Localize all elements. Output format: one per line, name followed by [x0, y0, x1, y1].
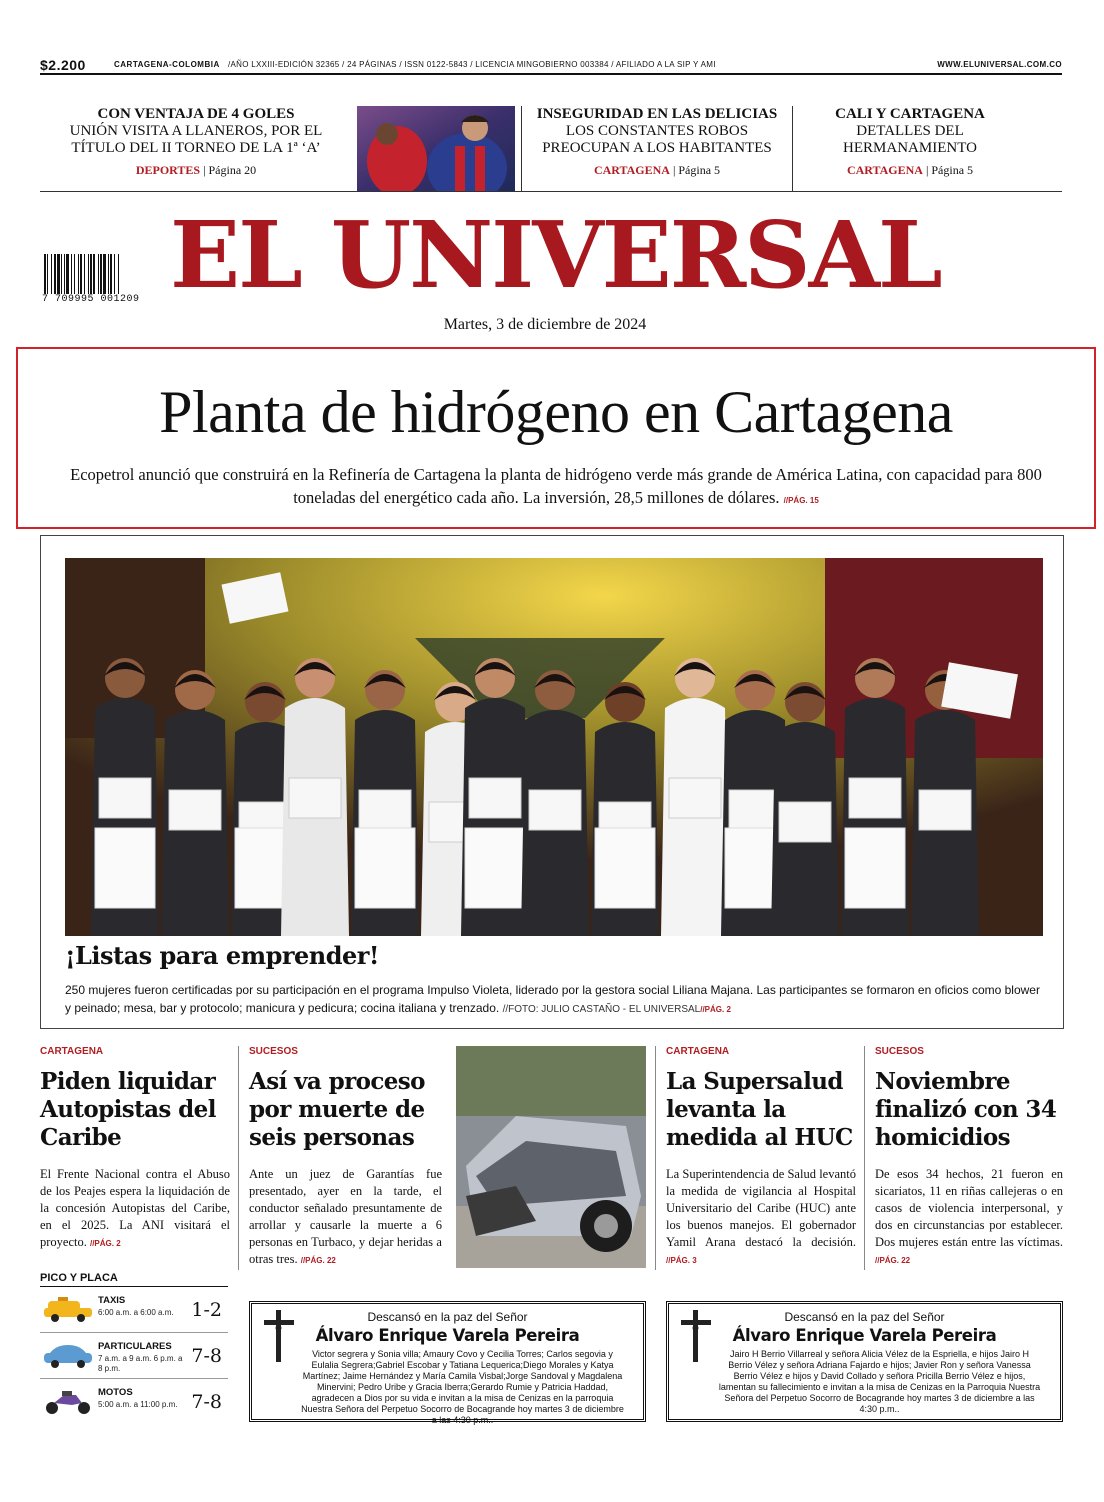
story-headline: Piden liquidar Autopistas del Caribe — [40, 1068, 216, 1151]
lead-story[interactable] — [16, 347, 1096, 529]
masthead-logo[interactable]: EL UNIVERSAL — [170, 201, 941, 309]
barcode-icon — [42, 254, 154, 294]
teaser-divider — [521, 106, 522, 191]
website-link[interactable]: WWW.ELUNIVERSAL.COM.CO — [937, 60, 1062, 69]
page-ref: //PÁG. 22 — [875, 1256, 911, 1265]
teaser-sports-photo — [357, 106, 515, 191]
lead-headline: Planta de hidrógeno en Cartagena — [159, 379, 953, 445]
story-text: Ante un juez de Garantías fue presentado, ayer en la tarde, el conductor señalado presuntamente de arrollar y causarle la muerte a 6 personas en Turbaco, y dejar heridas a otras tres. — [249, 1167, 442, 1266]
page-ref: //PÁG. 15 — [783, 496, 819, 505]
pyp-hours: 6:00 a.m. a 6:00 a.m. — [98, 1308, 174, 1317]
teaser-cali[interactable]: CALI Y CARTAGENA DETALLES DEL HERMANAMIENTO CARTAGENA | Página 5 — [798, 106, 1022, 178]
teaser-page: Página 20 — [208, 163, 257, 177]
story-headline: Noviembre finalizó con 34 homicidios — [875, 1068, 1057, 1151]
page-ref: //PÁG. 3 — [666, 1256, 697, 1265]
pyp-digits: 1-2 — [191, 1299, 222, 1321]
teaser-line: HERMANAMIENTO — [843, 140, 977, 156]
teaser-line: PREOCUPAN A LOS HABITANTES — [542, 140, 772, 156]
teaser-section: DEPORTES — [135, 163, 201, 177]
story-body — [666, 1166, 856, 1269]
lead-summary — [38, 463, 1074, 512]
obituary-heading: Descansó en la paz del Señor — [784, 1310, 945, 1324]
pico-y-placa-title: PICO Y PLACA — [40, 1272, 228, 1287]
teaser-line: UNIÓN VISITA A LLANEROS, POR EL — [69, 123, 323, 139]
page-ref: //PÁG. 2 — [89, 1239, 121, 1248]
crucifix-icon — [264, 1310, 294, 1362]
story-text: La Superintendencia de Salud levantó la medida de vigilancia al Hospital Universitario del Caribe (HUC) ante los buenos manejos. El gobernador Yamil Arana destacó la decisión. — [666, 1167, 856, 1249]
edition-info: /AÑO LXXIII-EDICIÓN 32365 / 24 PÁGINAS / ISSN 0122-5843 / LICENCIA MINGOBIERNO 003384 / AFILIADO A LA SIP Y AMI — [228, 60, 716, 69]
obituary-2 — [666, 1301, 1063, 1422]
teaser-line: LOS CONSTANTES ROBOS — [565, 123, 749, 139]
obituary-name: Álvaro Enrique Varela Pereira — [732, 1326, 997, 1345]
story-headline: La Supersalud levanta la medida al HUC — [666, 1068, 853, 1151]
story-body — [875, 1166, 1063, 1269]
teaser-inseguridad[interactable]: INSEGURIDAD EN LAS DELICIAS LOS CONSTANTES ROBOS PREOCUPAN A LOS HABITANTES CARTAGENA | Página 5 — [527, 106, 787, 178]
pyp-hours: 5:00 a.m. a 11:00 p.m. — [98, 1400, 178, 1409]
teaser-rule — [40, 191, 1062, 192]
teaser-page: Página 5 — [678, 163, 721, 177]
top-info-bar — [40, 57, 1062, 75]
story-proceso[interactable] — [249, 1046, 442, 1269]
story-kicker: SUCESOS — [875, 1046, 924, 1057]
story-body — [249, 1166, 442, 1269]
photo-story[interactable] — [40, 535, 1064, 1029]
main-photo — [65, 558, 1043, 936]
teaser-headline: CALI Y CARTAGENA — [835, 106, 985, 122]
story-kicker: CARTAGENA — [666, 1046, 730, 1057]
teaser-section: CARTAGENA — [593, 163, 670, 177]
obituary-1 — [249, 1301, 646, 1425]
story-headline: Así va proceso por muerte de seis personas — [249, 1068, 425, 1151]
city-label: CARTAGENA-COLOMBIA — [114, 60, 220, 69]
teaser-headline: INSEGURIDAD EN LAS DELICIAS — [536, 106, 778, 122]
page-ref: //PÁG. 2 — [700, 1005, 731, 1014]
story-text: El Frente Nacional contra el Abuso de los Peajes espera la liquidación de la concesión Autopistas del Caribe, en el 2025. La ANI visitará el proyecto. — [40, 1167, 230, 1249]
obituary-text: Jairo H Berrio Villarreal y señora Alicia Vélez de la Espriella, e hijos Jairo H Berrio Vélez y señora Adriana Fajardo e hijos; Javier Ron y señora Vanessa Berrio Vélez e hijos y David Collado y señora Pricilla Berrio Vélez e hijos, lamentan su fallecimiento e invitan a la misa de Cenizas en la Parroquia Nuestra Señora del Perpetuo Socorro de Bocagrande hoy martes 3 de diciembre a las 4:30 p.m.. — [718, 1349, 1041, 1414]
pyp-digits: 7-8 — [191, 1345, 222, 1367]
issue-date: Martes, 3 de diciembre de 2024 — [443, 316, 647, 333]
page-ref: //PÁG. 22 — [300, 1256, 336, 1265]
teaser-page: Página 5 — [931, 163, 974, 177]
teaser-headline: CON VENTAJA DE 4 GOLES — [97, 106, 295, 122]
obituary-text: Victor segrera y Sonia villa; Amaury Covo y Cecilia Torres; Carlos segovia y Eulalia Segrera;Gabriel Escobar y Tatiana Lequerica;Diego Morales y Katya Martínez; Jaime Hernández y María Camila Visbal;Jorge Sandoval y Magdalena Minervini; Pedro Uribe y Gracia Iberra;Gerardo Rumie y Patricia Haddad, agradecen a Dios por su vida e invitan a la misa de Cenizas en la parroquia Nuestra Señora del Perpetuo Socorro de Bocagrande hoy martes 3 de diciembre a las 4:30 p.m.. — [301, 1349, 624, 1425]
photo-credit: //FOTO: JULIO CASTAÑO - EL UNIVERSAL — [502, 1004, 701, 1015]
story-text: De esos 34 hechos, 21 fueron en sicariatos, 11 en riñas callejeras o en casos de violencia interpersonal, y dos en circunstancias por establecer. Dos mujeres están entre las víctimas. — [875, 1167, 1063, 1249]
teaser-divider — [792, 106, 793, 191]
column-rule — [864, 1046, 865, 1270]
photo-caption — [65, 981, 1045, 1019]
crucifix-icon — [681, 1310, 711, 1362]
pyp-label: PARTICULARES — [98, 1341, 172, 1352]
car-icon — [42, 1343, 94, 1369]
teaser-line: DETALLES DEL — [856, 123, 964, 139]
story-supersalud[interactable] — [666, 1046, 856, 1269]
pyp-row-taxis — [40, 1287, 228, 1333]
pyp-label: TAXIS — [98, 1295, 126, 1306]
pyp-digits: 7-8 — [191, 1391, 222, 1413]
pico-y-placa — [40, 1272, 228, 1425]
story-homicidios[interactable] — [875, 1046, 1063, 1269]
pyp-row-particulares — [40, 1333, 228, 1379]
pyp-hours: 7 a.m. a 9 a.m. 6 p.m. a 8 p.m. — [98, 1354, 183, 1373]
photo-story-title: ¡Listas para emprender! — [65, 941, 379, 970]
price: $2.200 — [40, 57, 86, 73]
story-kicker: SUCESOS — [249, 1046, 298, 1057]
pyp-label: MOTOS — [98, 1387, 133, 1398]
crash-photo — [456, 1046, 646, 1268]
motorcycle-icon — [42, 1389, 94, 1415]
barcode-number: 7 709995 001209 — [42, 294, 140, 305]
pyp-row-motos — [40, 1379, 228, 1425]
teaser-deportes[interactable]: CON VENTAJA DE 4 GOLES UNIÓN VISITA A LLANEROS, POR EL TÍTULO DEL II TORNEO DE LA 1ª ‘A’ DEPORTES | Página 20 — [40, 106, 352, 178]
teaser-line: TÍTULO DEL II TORNEO DE LA 1ª ‘A’ — [71, 140, 321, 156]
story-autopistas[interactable] — [40, 1046, 230, 1252]
taxi-icon — [42, 1297, 94, 1323]
story-kicker: CARTAGENA — [40, 1046, 104, 1057]
caption-text: 250 mujeres fueron certificadas por su participación en el programa Impulso Violeta, liderado por la gestora social Liliana Majana. Las participantes se formaron en oficios como blower y peinado; mesa, bar y protocolo; manicura y pedicura; cocina italiana y trenzado. — [65, 983, 1040, 1015]
column-rule — [238, 1046, 239, 1270]
obituary-heading: Descansó en la paz del Señor — [367, 1310, 528, 1324]
lead-summary-text: Ecopetrol anunció que construirá en la Refinería de Cartagena la planta de hidrógeno verde más grande de América Latina, con capacidad para 800 toneladas del energético cada año. La inversión, 28,5 millones de dólares. — [70, 465, 1042, 507]
story-body — [40, 1166, 230, 1252]
column-rule — [655, 1046, 656, 1270]
teaser-section: CARTAGENA — [846, 163, 923, 177]
obituary-name: Álvaro Enrique Varela Pereira — [315, 1326, 580, 1345]
